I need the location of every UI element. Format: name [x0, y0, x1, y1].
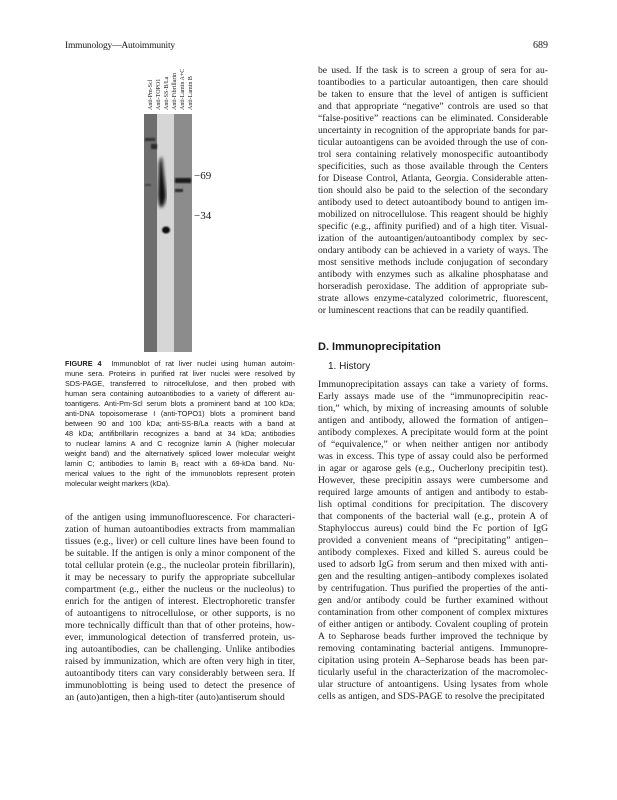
text-line: immunoblotting is being used to detect the presence of	[65, 680, 295, 691]
text-line: uncertainty in recognition of the appropriate bands for par-	[318, 125, 548, 136]
text-line: it may be necessary to purify the appropriate subcellular	[65, 572, 295, 583]
text-line: of either antigen or antibody. Covalent coupling of protein	[318, 619, 548, 630]
caption-line: 48 kDa; antifibrillarin recognizes a band at 34 kDa; antibodies	[65, 429, 295, 438]
text-line: ular structure of antoantigens. Using lysates from whole	[318, 679, 548, 690]
text-line: compartment (e.g., either the nucleus or the nucleolus) to	[65, 584, 295, 595]
text-line: gen and the resulting antigen–antibody complexes isolated	[318, 571, 548, 582]
lane-label: Anti-Lamin B	[188, 76, 194, 110]
text-line: be used. If the task is to screen a group of sera for au-	[318, 65, 548, 76]
text-line: contamination from other component of complex mixtures	[318, 607, 548, 618]
text-line: antigen and antibody, allowed the formation of antigen–	[318, 415, 548, 426]
text-line: antibody complexes. A precipitate would form at the point	[318, 427, 548, 438]
text-line: for Disease Control, Atlanta, Georgia. Considerable atten-	[318, 173, 548, 184]
text-line: trol sera containing relatively monospecific autoantibody	[318, 149, 548, 160]
left-column-text	[65, 512, 295, 704]
page-number: 689	[533, 40, 548, 51]
text-line: ticular autoantigens can be avoided through the use of con-	[318, 137, 548, 148]
text-line: be suitable. If the antigen is only a minor component of the	[65, 548, 295, 559]
caption-line: between 90 and 100 kDa; anti-SS-B/La reacts with a band at	[65, 419, 295, 428]
caption-line	[65, 359, 295, 369]
text-line: “false-positive” reactions can be eliminated. Considerable	[318, 113, 548, 124]
text-line: mobilized on nitrocellulose. This reagent should be highly	[318, 209, 548, 220]
text-line: antibody complexes. Fixed and killed S. aureus could be	[318, 547, 548, 558]
text-line: antibody with enzymes such as alkaline phosphatase and	[318, 269, 548, 280]
text-line: of autoantigens to nitrocellulose, or other supports, is no	[65, 608, 295, 619]
text-line: horseradish peroxidase. The addition of appropriate sub-	[318, 281, 548, 292]
text-line: toantibodies to a particular autoantigen, then care should	[318, 77, 548, 88]
text-line: ticularly useful in the characterization of the macromolec-	[318, 667, 548, 678]
text-line: tissues (e.g., liver) or cell culture lines have been found to	[65, 536, 295, 547]
lane-label: Anti-Fibrillarin	[172, 73, 178, 110]
text-line: was in excess. This type of assay could also be performed	[318, 451, 548, 462]
text-line: of the antigen using immunofluorescence. For characteri-	[65, 512, 295, 523]
text-line: zation of human autoantibodies extracts from mammalian	[65, 524, 295, 535]
text-line: specific (e.g., affinity purified) and of a high titer. Visual-	[318, 221, 548, 232]
text-line: an (auto)antigen, then a high-titer (auto)antiserum should	[65, 692, 285, 703]
text-line: removing contaminating bacterial antigens. Immunopre-	[318, 643, 548, 654]
text-line: used to adsorb IgG from serum and then mixed with anti-	[318, 559, 548, 570]
text-line: more technically difficult than that of other proteins, how-	[65, 620, 295, 631]
text-line: lish optimal conditions for precipitation. The discovery	[318, 499, 548, 510]
text-line: strate allows enzyme-catalyzed colorimetric, fluorescent,	[318, 293, 548, 304]
text-line: that components of the bacterial wall (e.g., protein A of	[318, 511, 548, 522]
text-line: cipitation using protein A–Sepharose beads has been par-	[318, 655, 548, 666]
text-line: tion,” which, by mixing of increasing amounts of soluble	[318, 403, 548, 414]
subsection-heading: 1. History	[328, 361, 371, 372]
caption-line: SDS-PAGE, transferred to nitrocellulose, and then probed with	[65, 379, 295, 388]
text-line: Staphyloccus aureus) could bind the Fc portion of IgG	[318, 523, 548, 534]
text-line: However, these precipitin assays were cumbersome and	[318, 475, 548, 486]
text-line: most sensitive methods include conjugation of secondary	[318, 257, 548, 268]
caption-line: merical values to the right of the immunoblots represent protein	[65, 469, 295, 478]
text-line: or luminescent reactions that can be readily quantified.	[318, 305, 529, 316]
text-line: in agar or agarose gels (e.g., Oucherlony precipitin test).	[318, 463, 548, 474]
marker-34-kda: −34	[194, 210, 212, 222]
caption-line: lamin C; antibodies to lamin B₁ react with a 69-kDa band. Nu-	[65, 459, 295, 468]
text-line: of “equivalence,” or when neither antigen nor antibody	[318, 439, 548, 450]
text-line: be taken to ensure that the level of antigen is sufficient	[318, 89, 548, 100]
caption-text: Immunoblot of rat liver nuclei using human autoim-	[111, 359, 295, 368]
running-head: Immunology—Autoimmunity	[65, 41, 175, 51]
text-line: and that appropriate “negative” controls are used so that	[318, 101, 548, 112]
text-line: total cellular protein (e.g., the nucleolar protein fibrillarin),	[65, 560, 295, 571]
caption-line: toantigens. Anti-Pm-Scl serum blots a prominent band at 100 kDa;	[65, 399, 295, 408]
lane-labels	[144, 70, 194, 110]
text-line: cells as antigen, and SDS-PAGE to resolve the precipitated	[318, 691, 545, 702]
text-line: tion should also be paid to the selection of the secondary	[318, 185, 548, 196]
caption-label: FIGURE 4	[65, 359, 102, 368]
figure-caption	[65, 359, 295, 489]
text-line: by centrifugation. Thus purified the properties of the anti-	[318, 583, 548, 594]
caption-line: mune sera. Proteins in purified rat liver nuclei were resolved by	[65, 369, 295, 378]
lane-label: Anti-Lamin A+C	[180, 68, 186, 110]
text-line: ondary antibody can be achieved in a variety of ways. The	[318, 245, 548, 256]
blot-image	[144, 114, 192, 352]
figure-4-immunoblot	[140, 62, 220, 354]
section-heading: D. Immunoprecipitation	[318, 341, 441, 353]
text-line: raised by immunization, which are often very high in titer,	[65, 656, 295, 667]
history-text	[318, 379, 548, 703]
text-line: Immunoprecipitation assays can take a variety of forms.	[318, 379, 548, 390]
text-line: ever, immunological detection of transferred protein, us-	[65, 632, 295, 643]
text-line: specificities, such as those available through the Centers	[318, 161, 548, 172]
caption-line: anti-DNA topoisomerase I (anti-TOPO1) blots a prominent band	[65, 409, 295, 418]
lane-label: Anti-TOPO1	[156, 78, 162, 110]
marker-69-kda: −69	[194, 170, 212, 182]
caption-line: to nuclear lamins A and C recognize lamin A (higher molecular	[65, 439, 295, 448]
right-column-text	[318, 65, 548, 317]
text-line: enrich for the antigen of interest. Electrophoretic transfer	[65, 596, 295, 607]
text-line: provided a convenient means of “precipitating” antigen–	[318, 535, 548, 546]
text-line: A to Sepharose beads further improved the technique by	[318, 631, 548, 642]
caption-line: molecular weight markers (kDa).	[65, 479, 171, 488]
text-line: autoantibody titers can vary considerably between sera. If	[65, 668, 295, 679]
text-line: antibody used to detect autoantibody bound to antigen im-	[318, 197, 548, 208]
lane-label: Anti-Pm-Scl	[148, 79, 154, 110]
text-line: ization of the autoantigen/autoantibody complex by sec-	[318, 233, 548, 244]
lane-label: Anti-SS-B/La	[164, 76, 170, 110]
caption-line: human sera containing autoantibodies to a variety of different au-	[65, 389, 295, 398]
text-line: Early assays made use of the “immunoprecipitin reac-	[318, 391, 548, 402]
text-line: ing autoantibodies, can be challenging. Unlike antibodies	[65, 644, 295, 655]
caption-line: weight band) and the alternatively spliced lower molecular weight	[65, 449, 295, 458]
text-line: gen and/or antibody could be further examined without	[318, 595, 548, 606]
text-line: required large amounts of antigen and antibody to estab-	[318, 487, 548, 498]
